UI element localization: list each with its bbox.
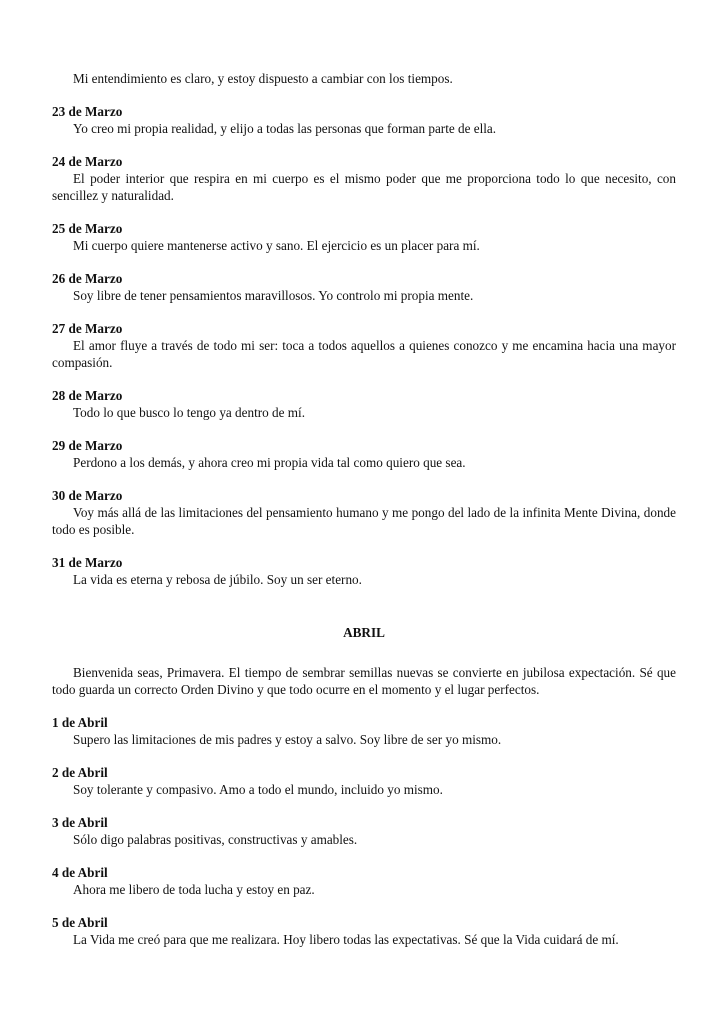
entry-march-30	[52, 487, 676, 538]
entry-text: Mi cuerpo quiere mantenerse activo y sano. El ejercicio es un placer para mí.	[73, 238, 480, 253]
entry-april-5	[52, 914, 676, 948]
entry-text: Supero las limitaciones de mis padres y estoy a salvo. Soy libre de ser yo mismo.	[73, 732, 502, 747]
entry-text: El amor fluye a través de todo mi ser: toca a todos aquellos a quienes conozco y me encamina hacia una mayor compasión.	[52, 338, 676, 370]
entry-text: Perdono a los demás, y ahora creo mi propia vida tal como quiero que sea.	[73, 455, 466, 470]
entry-text: Soy tolerante y compasivo. Amo a todo el mundo, incluido yo mismo.	[73, 782, 443, 797]
intro-paragraph: Mi entendimiento es claro, y estoy dispuesto a cambiar con los tiempos.	[73, 71, 453, 86]
entry-date: 3 de Abril	[52, 815, 108, 830]
entry-date: 29 de Marzo	[52, 438, 123, 453]
entry-text: Soy libre de tener pensamientos maravillosos. Yo controlo mi propia mente.	[73, 288, 474, 303]
entry-text: Ahora me libero de toda lucha y estoy en paz.	[73, 882, 315, 897]
document-page	[52, 70, 676, 948]
entry-date: 28 de Marzo	[52, 388, 123, 403]
month-intro-paragraph: Bienvenida seas, Primavera. El tiempo de sembrar semillas nuevas se convierte en jubilosa expectación. Sé que todo guarda un correcto Orden Divino y que todo ocurre en el momento y el lugar perfectos.	[52, 665, 676, 697]
entry-date: 4 de Abril	[52, 865, 108, 880]
entry-date: 26 de Marzo	[52, 271, 123, 286]
entry-date: 2 de Abril	[52, 765, 108, 780]
entry-april-1	[52, 714, 676, 748]
entry-date: 23 de Marzo	[52, 104, 123, 119]
entry-march-23	[52, 103, 676, 137]
entry-text: Voy más allá de las limitaciones del pensamiento humano y me pongo del lado de la infinita Mente Divina, donde todo es posible.	[52, 505, 676, 537]
entry-text: Todo lo que busco lo tengo ya dentro de mí.	[73, 405, 306, 420]
entry-date: 30 de Marzo	[52, 488, 123, 503]
entry-text: Yo creo mi propia realidad, y elijo a todas las personas que forman parte de ella.	[73, 121, 497, 136]
entry-march-24	[52, 153, 676, 204]
entry-text: El poder interior que respira en mi cuerpo es el mismo poder que me proporciona todo lo que necesito, con sencillez y naturalidad.	[52, 171, 676, 203]
entry-march-26	[52, 270, 676, 304]
entry-date: 1 de Abril	[52, 715, 108, 730]
entry-march-28	[52, 387, 676, 421]
entry-text: La Vida me creó para que me realizara. Hoy libero todas las expectativas. Sé que la Vida cuidará de mí.	[73, 932, 619, 947]
entry-text: Sólo digo palabras positivas, constructivas y amables.	[73, 832, 358, 847]
entry-april-4	[52, 864, 676, 898]
entry-date: 27 de Marzo	[52, 321, 123, 336]
month-title: ABRIL	[343, 625, 385, 640]
entry-date: 5 de Abril	[52, 915, 108, 930]
entry-date: 31 de Marzo	[52, 555, 123, 570]
entry-april-3	[52, 814, 676, 848]
entry-text: La vida es eterna y rebosa de júbilo. Soy un ser eterno.	[73, 572, 362, 587]
entry-date: 24 de Marzo	[52, 154, 123, 169]
entry-date: 25 de Marzo	[52, 221, 123, 236]
entry-april-2	[52, 764, 676, 798]
entry-march-31	[52, 554, 676, 588]
entry-march-29	[52, 437, 676, 471]
entry-march-27	[52, 320, 676, 371]
entry-march-25	[52, 220, 676, 254]
